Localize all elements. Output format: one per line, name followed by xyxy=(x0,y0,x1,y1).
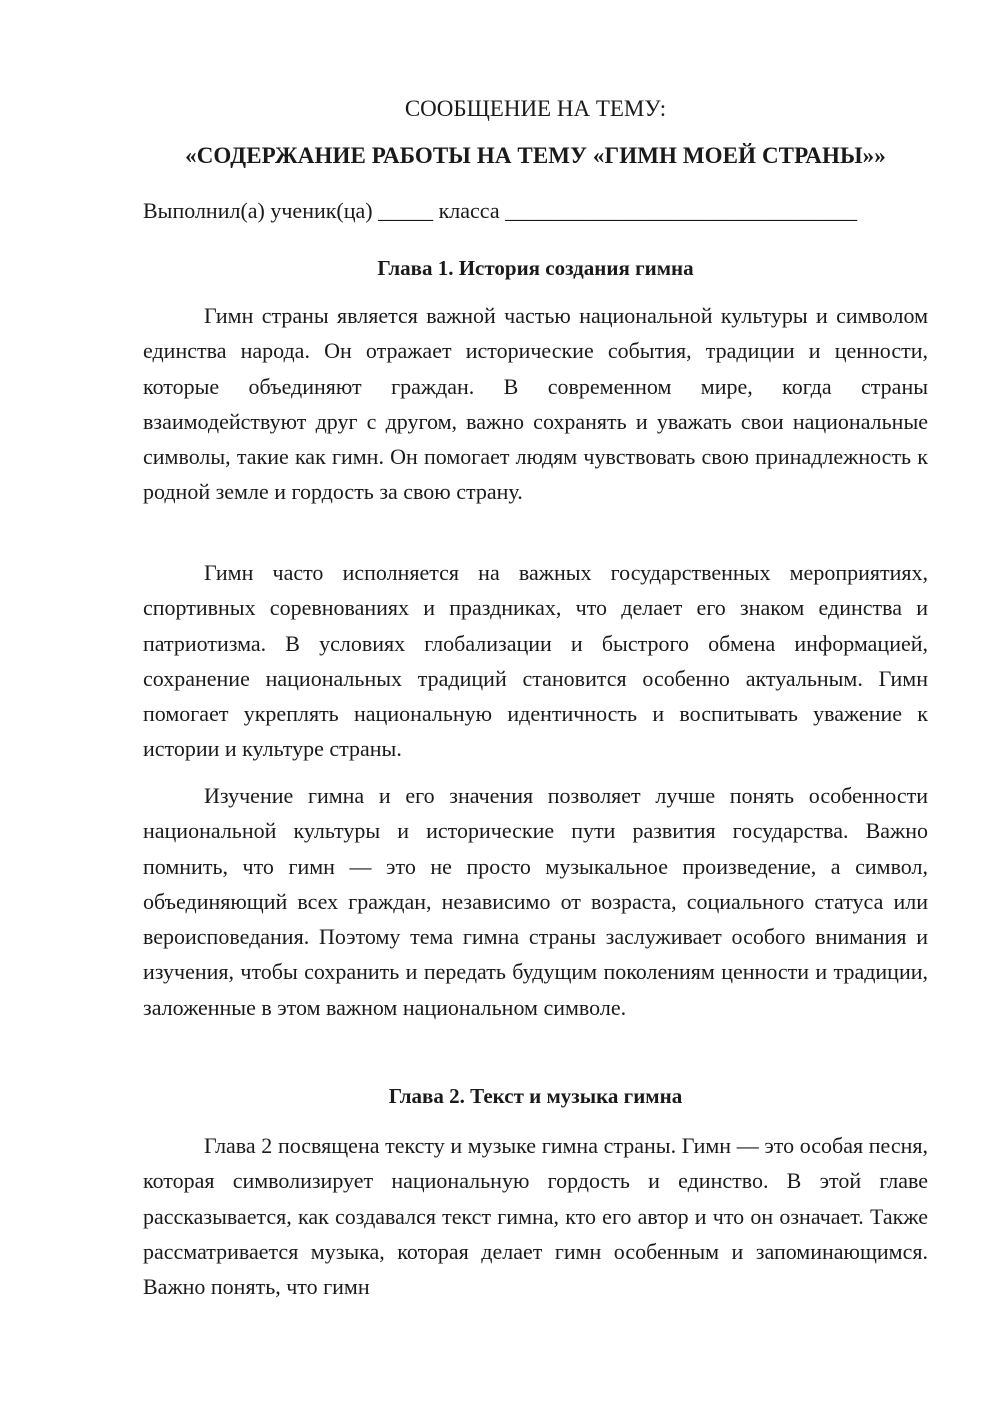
chapter-1-paragraph: Изучение гимна и его значения позволяет лучше понять особенности национальной культуры и исторические пути развития государства. Важно помнить, что гимн — это не просто музыкальное произведение, а символ, объединяющий всех граждан, независимо от возраста, социального статуса или вероисповедания. Поэтому тема гимна страны заслуживает особого внимания и изучения, чтобы сохранить и передать будущим поколениям ценности и традиции, заложенные в этом важном национальном символе. xyxy=(143,783,928,1020)
chapter-1-paragraph: Гимн часто исполняется на важных государственных мероприятиях, спортивных соревнованиях и праздниках, что делает его знаком единства и патриотизма. В условиях глобализации и быстрого обмена информацией, сохранение национальных традиций становится особенно актуальным. Гимн помогает укреплять национальную идентичность и воспитывать уважение к истории и культуре страны. xyxy=(143,560,928,762)
document-label: СООБЩЕНИЕ НА ТЕМУ: xyxy=(404,96,667,121)
document-title: «СОДЕРЖАНИЕ РАБОТЫ НА ТЕМУ «ГИМН МОЕЙ СТРАНЫ»» xyxy=(185,143,886,168)
chapter-1-paragraph: Гимн страны является важной частью национальной культуры и символом единства народа. Он отражает исторические события, традиции и ценности, которые объединяют граждан. В современном мире, когда страны взаимодействуют друг с другом, важно сохранять и уважать свои национальные символы, такие как гимн. Он помогает людям чувствовать свою принадлежность к родной земле и гордость за свою страну. xyxy=(143,303,928,505)
author-line: Выполнил(а) ученик(ца) _____ класса ________________________________ xyxy=(143,198,858,223)
chapter-1-heading: Глава 1. История создания гимна xyxy=(377,256,694,280)
chapter-2-heading: Глава 2. Текст и музыка гимна xyxy=(388,1084,683,1108)
chapter-2-paragraph: Глава 2 посвящена тексту и музыке гимна страны. Гимн — это особая песня, которая символизирует национальную гордость и единство. В этой главе рассказывается, как создавался текст гимна, кто его автор и что он означает. Также рассматривается музыка, которая делает гимн особенным и запоминающимся. Важно понять, что гимн xyxy=(143,1133,928,1300)
